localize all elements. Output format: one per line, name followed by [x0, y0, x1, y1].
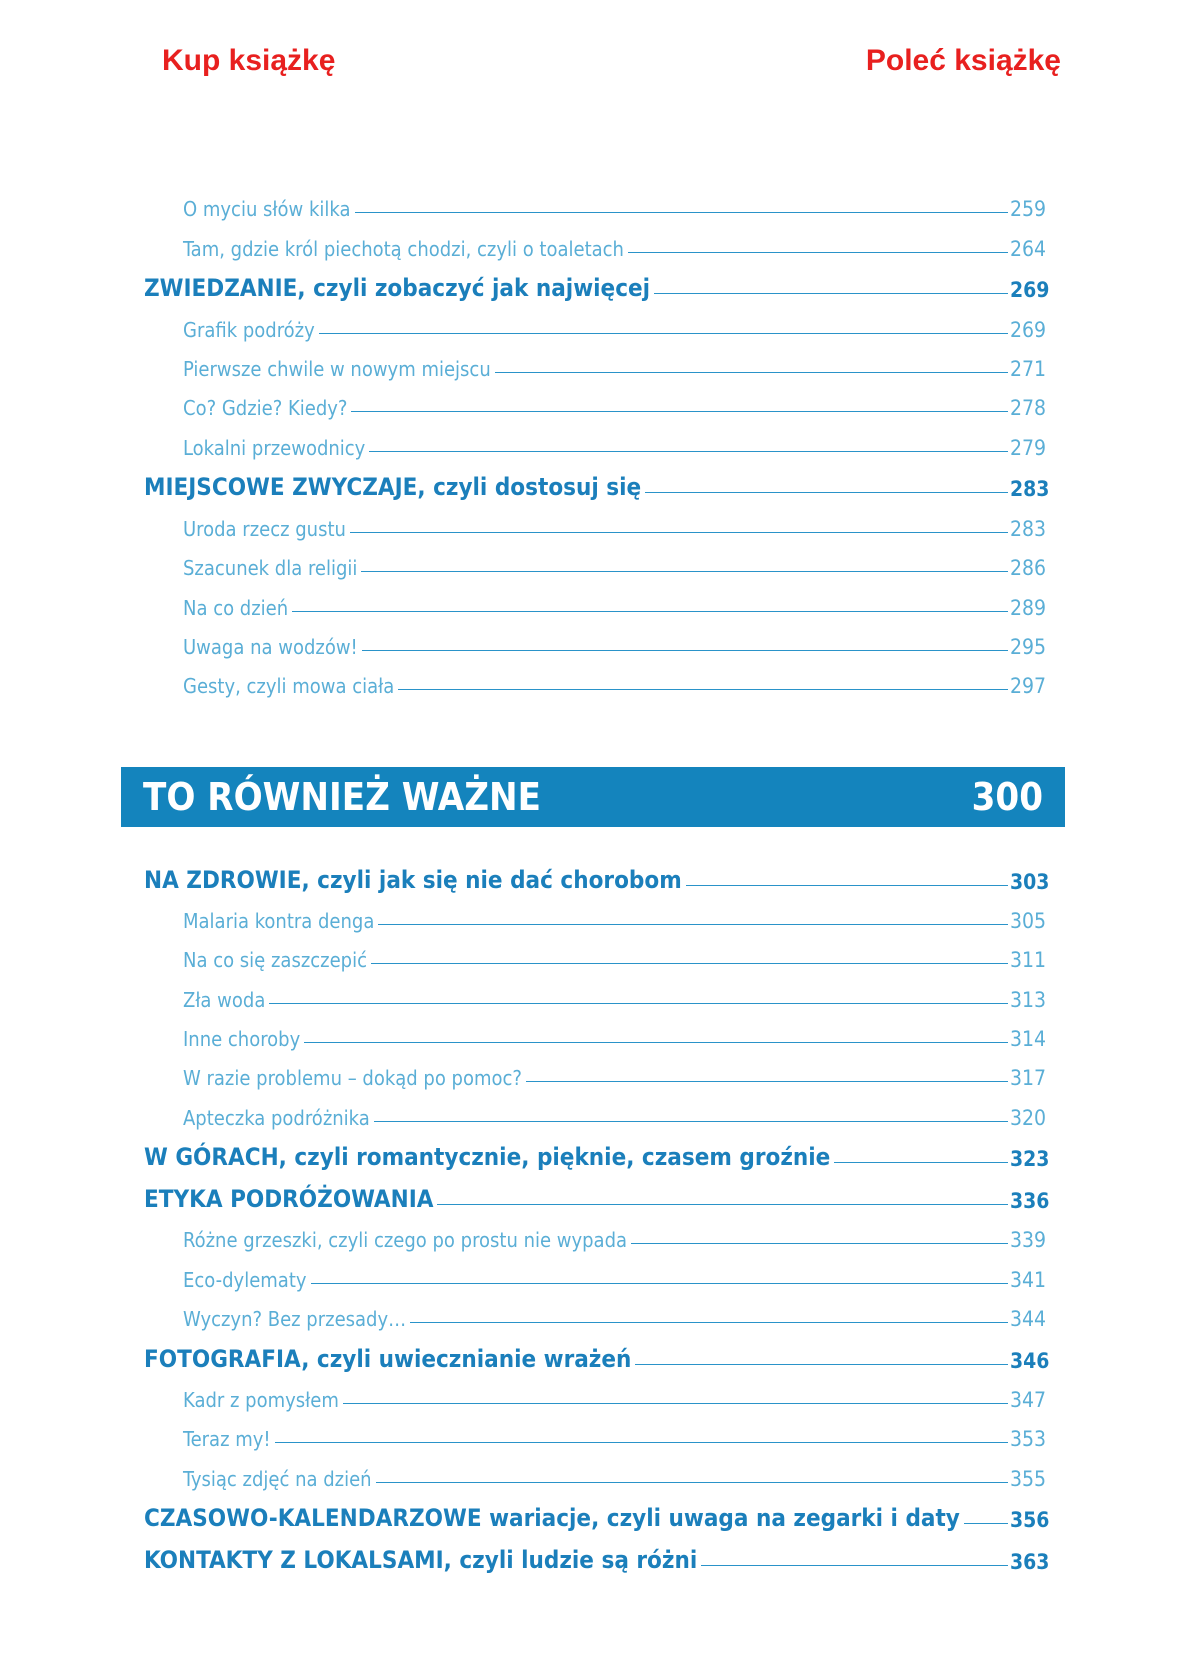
toc-chapter-row[interactable] — [144, 1130, 1050, 1172]
toc-entry-title: Lokalni przewodnicy — [183, 435, 366, 460]
toc-subchapter-row[interactable] — [144, 659, 1047, 699]
toc-entry-title: Wyczyn? Bez przesady… — [183, 1307, 407, 1332]
toc-leader-line — [369, 451, 1008, 452]
toc-page-number: 269 — [1010, 317, 1047, 342]
toc-page-number: 259 — [1010, 197, 1047, 222]
toc-page-number: 336 — [1010, 1188, 1050, 1213]
toc-leader-line — [376, 1482, 1008, 1483]
section-banner-title: TO RÓWNIEŻ WAŻNE — [143, 775, 541, 819]
toc-entry-title — [144, 1345, 631, 1373]
toc-leader-line — [269, 1003, 1008, 1004]
toc-page-number: 317 — [1010, 1066, 1047, 1091]
toc-entry-title: Szacunek dla religii — [183, 556, 358, 581]
toc-subchapter-row[interactable] — [144, 580, 1047, 620]
toc-chapter-subtitle: , czyli jak się nie dać chorobom — [301, 865, 682, 894]
toc-subchapter-row[interactable] — [144, 541, 1047, 581]
buy-book-link[interactable]: Kup książkę — [162, 44, 336, 77]
toc-page-number: 344 — [1010, 1307, 1047, 1332]
toc-subchapter-row[interactable] — [144, 501, 1047, 541]
toc-subchapter-row[interactable] — [144, 342, 1047, 382]
toc-page-number: 339 — [1010, 1228, 1047, 1253]
toc-entry-title — [144, 1546, 697, 1574]
toc-subchapter-row[interactable] — [144, 894, 1047, 933]
toc-leader-line — [355, 212, 1009, 213]
toc-subchapter-row[interactable] — [144, 1412, 1047, 1452]
toc-leader-line — [701, 1565, 1008, 1566]
toc-subchapter-row[interactable] — [144, 972, 1047, 1012]
toc-entry-title: Grafik podróży — [183, 317, 315, 342]
toc-page-number: 269 — [1010, 278, 1050, 303]
section-banner-page: 300 — [971, 775, 1043, 819]
toc-chapter-subtitle: , czyli romantycznie, pięknie, czasem groźnie — [278, 1143, 831, 1172]
toc-chapter-row[interactable] — [144, 1171, 1050, 1213]
toc-page-number: 347 — [1010, 1387, 1047, 1412]
toc-chapter-row[interactable] — [144, 460, 1050, 502]
toc-chapter-caps: ETYKA PODRÓŻOWANIA — [144, 1184, 434, 1213]
toc-entry-title: Na co się zaszczepić — [183, 948, 367, 973]
toc-subchapter-row[interactable] — [144, 933, 1047, 973]
toc-page-number: 305 — [1010, 908, 1047, 933]
toc-page-number: 279 — [1010, 435, 1047, 460]
toc-chapter-subtitle: , czyli zobaczyć jak najwięcej — [297, 274, 651, 303]
toc-entry-title: Uroda rzecz gustu — [183, 516, 346, 541]
toc-subchapter-row[interactable] — [144, 182, 1047, 222]
toc-page-number: 323 — [1010, 1147, 1050, 1172]
toc-page-number: 286 — [1010, 556, 1047, 581]
toc-chapter-subtitle: wariacje, czyli uwaga na zegarki i daty — [481, 1504, 960, 1533]
toc-leader-line — [628, 252, 1008, 253]
toc-entry-title — [144, 1185, 433, 1213]
toc-subchapter-row[interactable] — [144, 221, 1047, 261]
toc-entry-title: Co? Gdzie? Kiedy? — [183, 396, 348, 421]
toc-page-number: 303 — [1010, 869, 1050, 894]
toc-chapter-caps: CZASOWO-KALENDARZOWE — [144, 1504, 482, 1533]
toc-entry-title: Malaria kontra denga — [183, 908, 375, 933]
table-of-contents-part-2 — [144, 852, 1050, 1574]
toc-page-number: 363 — [1010, 1549, 1050, 1574]
toc-chapter-row[interactable] — [144, 852, 1050, 894]
toc-subchapter-row[interactable] — [144, 381, 1047, 421]
toc-entry-title: Na co dzień — [183, 595, 289, 620]
toc-chapter-caps: KONTAKTY Z LOKALSAMI — [144, 1545, 444, 1574]
toc-page-number: 341 — [1010, 1267, 1047, 1292]
toc-leader-line — [275, 1442, 1008, 1443]
toc-subchapter-row[interactable] — [144, 1451, 1047, 1491]
toc-leader-line — [371, 963, 1008, 964]
toc-leader-line — [350, 532, 1008, 533]
toc-subchapter-row[interactable] — [144, 1373, 1047, 1412]
toc-entry-title: Pierwsze chwile w nowym miejscu — [183, 357, 491, 382]
toc-page-number: 313 — [1010, 987, 1047, 1012]
toc-page-number: 289 — [1010, 595, 1047, 620]
toc-leader-line — [374, 1121, 1008, 1122]
recommend-book-link[interactable]: Poleć książkę — [865, 44, 1061, 77]
toc-entry-title — [144, 1504, 960, 1532]
toc-chapter-row[interactable] — [144, 1532, 1050, 1574]
toc-leader-line — [631, 1243, 1008, 1244]
toc-entry-title — [144, 866, 682, 894]
table-of-contents-part-1 — [144, 182, 1050, 699]
toc-leader-line — [378, 924, 1008, 925]
toc-entry-title: Tam, gdzie król piechotą chodzi, czyli o toaletach — [183, 236, 624, 261]
toc-entry-title: Apteczka podróżnika — [183, 1105, 370, 1130]
toc-chapter-caps: FOTOGRAFIA — [144, 1344, 302, 1373]
toc-entry-title: Eco-dylematy — [183, 1267, 307, 1292]
toc-leader-line — [292, 611, 1008, 612]
toc-chapter-subtitle: , czyli dostosuj się — [417, 473, 642, 502]
toc-page-number: 271 — [1010, 357, 1047, 382]
toc-chapter-caps: W GÓRACH — [144, 1143, 279, 1172]
toc-chapter-row[interactable] — [144, 1491, 1050, 1533]
toc-entry-title — [144, 274, 650, 302]
toc-chapter-caps: NA ZDROWIE — [144, 865, 302, 894]
toc-subchapter-row[interactable] — [144, 1292, 1047, 1332]
toc-page-number: 355 — [1010, 1466, 1047, 1491]
toc-subchapter-row[interactable] — [144, 620, 1047, 659]
toc-leader-line — [495, 372, 1008, 373]
toc-entry-title: Różne grzeszki, czyli czego po prostu nie wypada — [183, 1228, 628, 1253]
toc-subchapter-row[interactable] — [144, 1213, 1047, 1253]
toc-entry-title — [144, 1143, 830, 1171]
toc-subchapter-row[interactable] — [144, 420, 1047, 460]
toc-leader-line — [834, 1162, 1008, 1163]
toc-page-number: 346 — [1010, 1348, 1050, 1373]
toc-leader-line — [398, 689, 1008, 690]
toc-entry-title: Kadr z pomysłem — [183, 1387, 339, 1412]
toc-leader-line — [645, 492, 1008, 493]
toc-page-number: 278 — [1010, 396, 1047, 421]
toc-leader-line — [319, 333, 1008, 334]
toc-entry-title: Inne choroby — [183, 1027, 301, 1052]
toc-leader-line — [343, 1403, 1008, 1404]
toc-leader-line — [410, 1322, 1008, 1323]
toc-entry-title: Tysiąc zdjęć na dzień — [183, 1466, 372, 1491]
toc-leader-line — [311, 1283, 1008, 1284]
toc-entry-title: O myciu słów kilka — [183, 197, 351, 222]
toc-chapter-caps: ZWIEDZANIE — [144, 274, 298, 303]
toc-subchapter-row[interactable] — [144, 1051, 1047, 1091]
toc-entry-title: Teraz my! — [183, 1427, 271, 1452]
toc-subchapter-row[interactable] — [144, 1252, 1047, 1292]
toc-subchapter-row[interactable] — [144, 1012, 1047, 1052]
toc-page-number: 311 — [1010, 948, 1047, 973]
toc-leader-line — [304, 1042, 1008, 1043]
toc-chapter-subtitle: , czyli uwiecznianie wrażeń — [301, 1344, 632, 1373]
toc-page-number: 283 — [1010, 477, 1050, 502]
toc-leader-line — [362, 650, 1008, 651]
toc-page-number: 297 — [1010, 674, 1047, 699]
toc-page-number: 283 — [1010, 516, 1047, 541]
toc-chapter-row[interactable] — [144, 261, 1050, 303]
toc-chapter-subtitle: , czyli ludzie są różni — [443, 1545, 698, 1574]
toc-entry-title: Uwaga na wodzów! — [183, 634, 358, 659]
section-banner — [121, 767, 1065, 827]
toc-chapter-caps: MIEJSCOWE ZWYCZAJE — [144, 473, 418, 502]
toc-chapter-row[interactable] — [144, 1331, 1050, 1373]
toc-page-number: 320 — [1010, 1105, 1047, 1130]
toc-leader-line — [526, 1081, 1008, 1082]
toc-leader-line — [635, 1364, 1008, 1365]
toc-entry-title — [144, 473, 641, 501]
toc-subchapter-row[interactable] — [144, 302, 1047, 342]
toc-page-number: 314 — [1010, 1027, 1047, 1052]
toc-page-number: 353 — [1010, 1427, 1047, 1452]
toc-leader-line — [351, 411, 1008, 412]
toc-leader-line — [964, 1523, 1008, 1524]
toc-entry-title: Gesty, czyli mowa ciała — [183, 674, 395, 699]
toc-leader-line — [437, 1204, 1008, 1205]
toc-subchapter-row[interactable] — [144, 1090, 1047, 1130]
toc-page-number: 264 — [1010, 236, 1047, 261]
toc-leader-line — [654, 293, 1008, 294]
toc-leader-line — [361, 571, 1008, 572]
toc-page-number: 356 — [1010, 1508, 1050, 1533]
toc-page-number: 295 — [1010, 634, 1047, 659]
toc-entry-title: Zła woda — [183, 987, 266, 1012]
toc-leader-line — [686, 885, 1008, 886]
toc-entry-title: W razie problemu – dokąd po pomoc? — [183, 1066, 522, 1091]
